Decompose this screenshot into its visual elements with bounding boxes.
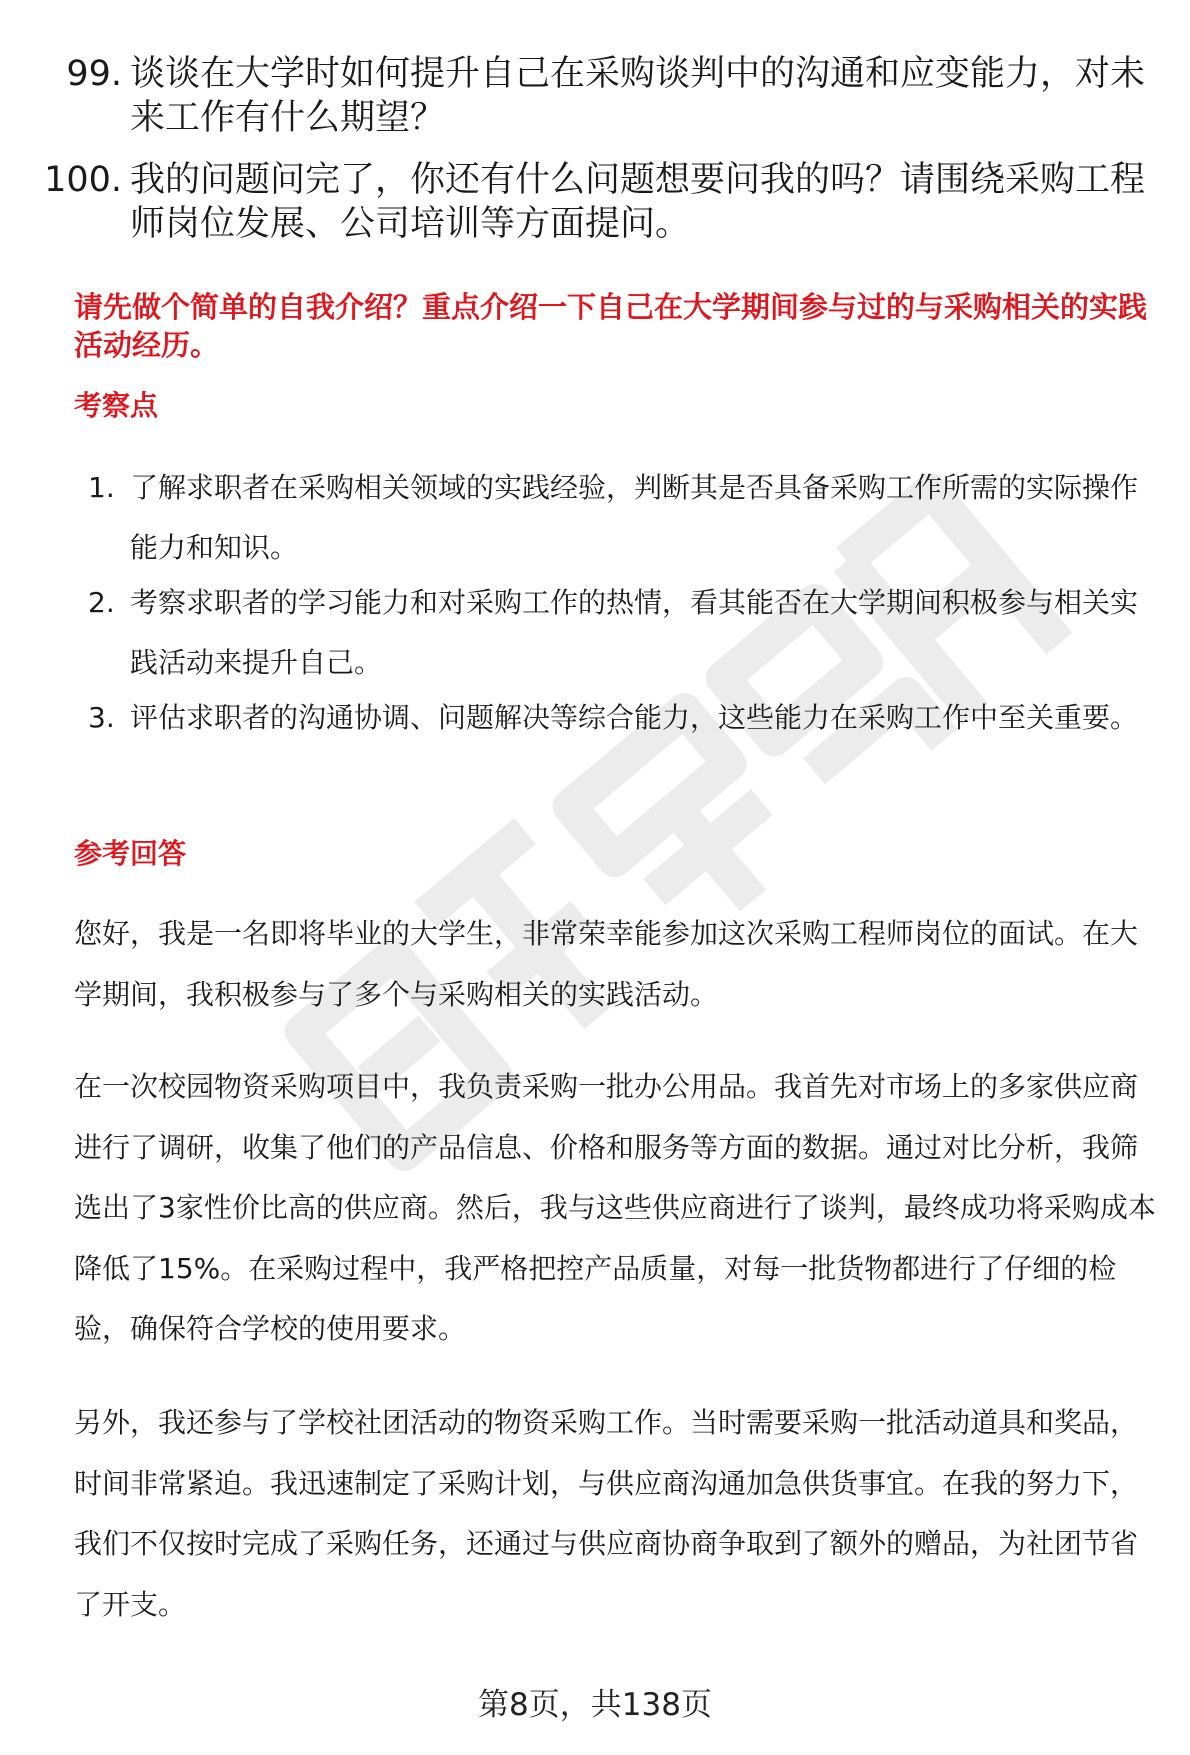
question-item (0, 158, 1190, 246)
point-item (0, 688, 1190, 748)
highlight-question: 请先做个简单的自我介绍？重点介绍一下自己在大学期间参与过的与采购相关的实践活动经历。 (74, 290, 1148, 362)
answer-paragraph: 您好，我是一名即将毕业的大学生，非常荣幸能参加这次采购工程师岗位的面试。在大学期间，我积极参与了多个与采购相关的实践活动。 (74, 917, 1139, 1011)
question-number: 100. (44, 160, 122, 200)
question-list (0, 52, 1190, 264)
point-number: 1. (88, 471, 115, 504)
question-number: 99. (66, 54, 122, 94)
answer-paragraph: 另外，我还参与了学校社团活动的物资采购工作。当时需要采购一批活动道具和奖品，时间非常紧迫。我迅速制定了采购计划，与供应商沟通加急供货事宜。在我的努力下，我们不仅按时完成了采购任务，还通过与供应商协商争取到了额外的赠品，为社团节省了开支。 (74, 1406, 1139, 1621)
point-item (0, 573, 1190, 693)
page-footer: 第8页，共138页 (478, 1687, 712, 1723)
answer-title: 参考回答 (74, 837, 187, 870)
point-number: 2. (88, 586, 115, 619)
point-item (0, 458, 1190, 578)
question-item (0, 52, 1190, 140)
point-number: 3. (88, 701, 115, 734)
answer-paragraph: 在一次校园物资采购项目中，我负责采购一批办公用品。我首先对市场上的多家供应商进行了调研，收集了他们的产品信息、价格和服务等方面的数据。通过对比分析，我筛选出了3家性价比高的供应商。然后，我与这些供应商进行了谈判，最终成功将采购成本降低了15%。在采购过程中，我严格把控产品质量，对每一批货物都进行了仔细的检验，确保符合学校的使用要求。 (74, 1070, 1156, 1345)
points-title: 考察点 (74, 389, 159, 422)
question-text: 谈谈在大学时如何提升自己在采购谈判中的沟通和应变能力，对未来工作有什么期望？ (130, 54, 1146, 138)
point-text: 评估求职者的沟通协调、问题解决等综合能力，这些能力在采购工作中至关重要。 (130, 701, 1139, 734)
question-text: 我的问题问完了，你还有什么问题想要问我的吗？请围绕采购工程师岗位发展、公司培训等方面提问。 (130, 160, 1146, 244)
point-text: 了解求职者在采购相关领域的实践经验，判断其是否具备采购工作所需的实际操作能力和知识。 (130, 471, 1139, 564)
points-list (0, 458, 1190, 748)
point-text: 考察求职者的学习能力和对采购工作的热情，看其能否在大学期间积极参与相关实践活动来提升自己。 (130, 586, 1139, 679)
